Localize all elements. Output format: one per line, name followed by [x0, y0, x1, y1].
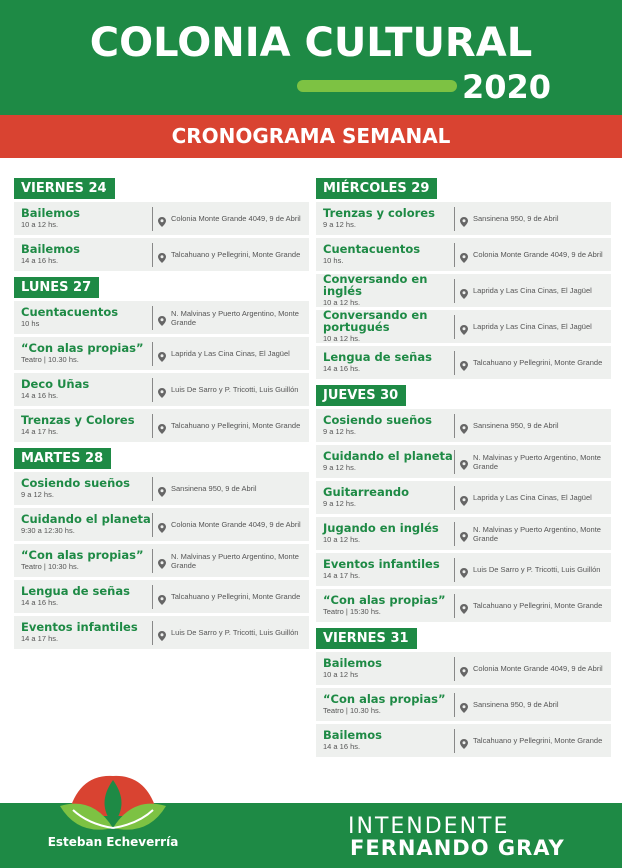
activity-time: Teatro | 10.30 hs.	[323, 706, 381, 715]
activity-location: Luis De Sarro y P. Tricotti, Luis Guillón	[171, 628, 299, 637]
activity-row	[14, 301, 309, 334]
day-label: JUEVES 30	[316, 385, 406, 406]
activity-location: Talcahuano y Pellegrini, Monte Grande	[473, 601, 603, 610]
activity-name: “Con alas propias”	[21, 548, 144, 562]
activity-info	[316, 693, 454, 716]
activity-info	[316, 522, 454, 545]
location-pin-icon	[460, 250, 468, 260]
activity-info	[316, 657, 454, 680]
activity-location: Luis De Sarro y P. Tricotti, Luis Guillón	[473, 565, 601, 574]
activity-location: Colonia Monte Grande 4049, 9 de Abril	[473, 664, 603, 673]
activity-row	[14, 580, 309, 613]
activity-info	[316, 558, 454, 581]
location-pin-icon	[158, 556, 166, 566]
activity-location: N. Malvinas y Puerto Argentino, Monte Grande	[171, 308, 299, 327]
day-section	[316, 628, 611, 757]
activity-info	[14, 414, 152, 437]
day-section	[316, 178, 611, 379]
location-pin-icon	[460, 493, 468, 503]
row-divider	[454, 729, 455, 753]
activity-name: Deco Uñas	[21, 377, 90, 391]
leaf-logo-icon	[38, 766, 188, 838]
row-divider	[152, 477, 153, 501]
activity-row	[316, 553, 611, 586]
activity-info	[316, 594, 454, 617]
location-pin-icon	[460, 322, 468, 332]
activity-location: Colonia Monte Grande 4049, 9 de Abril	[473, 250, 603, 259]
activity-location: Colonia Monte Grande 4049, 9 de Abril	[171, 214, 301, 223]
day-label: LUNES 27	[14, 277, 99, 298]
row-divider	[454, 594, 455, 618]
activity-row	[14, 238, 309, 271]
activity-name: “Con alas propias”	[323, 692, 446, 706]
activity-time: 14 a 16 hs.	[21, 391, 59, 400]
activity-info	[14, 513, 152, 536]
location-pin-icon	[158, 214, 166, 224]
row-divider	[454, 414, 455, 438]
activity-row	[316, 589, 611, 622]
day-label: MIÉRCOLES 29	[316, 178, 437, 199]
activity-location: Luis De Sarro y P. Tricotti, Luis Guillón	[171, 385, 299, 394]
activity-row	[14, 409, 309, 442]
location-pin-icon	[460, 700, 468, 710]
activity-info	[14, 207, 152, 230]
activity-row	[316, 409, 611, 442]
activity-row	[14, 373, 309, 406]
location-pin-icon	[460, 286, 468, 296]
activity-info	[316, 309, 454, 344]
row-divider	[454, 315, 455, 339]
row-divider	[152, 207, 153, 231]
activity-name: Conversando en portugués	[323, 308, 428, 334]
activity-info	[14, 378, 152, 401]
location-pin-icon	[158, 484, 166, 494]
activity-name: Bailemos	[323, 656, 382, 670]
activity-time: 10 hs	[21, 319, 40, 328]
activity-time: 9 a 12 hs.	[323, 499, 356, 508]
row-divider	[454, 486, 455, 510]
activity-time: Teatro | 15:30 hs.	[323, 607, 381, 616]
location-pin-icon	[460, 664, 468, 674]
location-pin-icon	[460, 601, 468, 611]
activity-info	[316, 486, 454, 509]
location-pin-icon	[158, 250, 166, 260]
activity-info	[316, 729, 454, 752]
activity-row	[316, 481, 611, 514]
activity-info	[316, 273, 454, 308]
row-divider	[152, 378, 153, 402]
subtitle-band	[0, 115, 622, 158]
activity-time: Teatro | 10:30 hs.	[21, 562, 79, 571]
activity-location: N. Malvinas y Puerto Argentino, Monte Grande	[473, 524, 601, 543]
row-divider	[454, 657, 455, 681]
day-label: VIERNES 31	[316, 628, 417, 649]
location-pin-icon	[460, 214, 468, 224]
activity-time: 10 a 12 hs.	[323, 535, 361, 544]
location-pin-icon	[460, 421, 468, 431]
activity-time: 10 hs.	[323, 256, 344, 265]
activity-time: 9:30 a 12:30 hs.	[21, 526, 75, 535]
activity-row	[316, 724, 611, 757]
logo-text: Esteban Echeverría	[47, 835, 179, 849]
activity-row	[316, 310, 611, 343]
decorative-bar	[297, 80, 457, 92]
activity-location: Talcahuano y Pellegrini, Monte Grande	[473, 358, 603, 367]
location-pin-icon	[158, 421, 166, 431]
intendente-label: INTENDENTE	[348, 814, 510, 839]
page-title: COLONIA CULTURAL	[89, 20, 533, 66]
row-divider	[454, 522, 455, 546]
activity-row	[316, 238, 611, 271]
activity-row	[14, 472, 309, 505]
activity-name: Cuidando el planeta	[323, 449, 453, 463]
activity-row	[316, 652, 611, 685]
day-label: VIERNES 24	[14, 178, 115, 199]
activity-row	[316, 445, 611, 478]
location-pin-icon	[158, 520, 166, 530]
activity-row	[316, 202, 611, 235]
activity-time: Teatro | 10.30 hs.	[21, 355, 79, 364]
activity-name: Trenzas y Colores	[21, 413, 135, 427]
activity-info	[14, 306, 152, 329]
activity-location: Talcahuano y Pellegrini, Monte Grande	[171, 421, 301, 430]
activity-info	[14, 549, 152, 572]
location-pin-icon	[158, 592, 166, 602]
row-divider	[152, 585, 153, 609]
row-divider	[454, 279, 455, 303]
location-pin-icon	[460, 358, 468, 368]
day-section	[14, 178, 309, 271]
activity-name: Cosiendo sueños	[323, 413, 433, 427]
day-section	[14, 448, 309, 649]
activity-location: Talcahuano y Pellegrini, Monte Grande	[171, 592, 301, 601]
activity-location: Colonia Monte Grande 4049, 9 de Abril	[171, 520, 301, 529]
activity-name: Eventos infantiles	[21, 620, 138, 634]
activity-row	[14, 508, 309, 541]
activity-location: Laprida y Las Cina Cinas, El Jagüel	[171, 349, 290, 358]
activity-info	[316, 414, 454, 437]
activity-name: Eventos infantiles	[323, 557, 440, 571]
activity-info	[14, 477, 152, 500]
location-pin-icon	[460, 565, 468, 575]
day-label: MARTES 28	[14, 448, 111, 469]
activity-location: N. Malvinas y Puerto Argentino, Monte Grande	[473, 452, 601, 471]
activity-location: Sansinena 950, 9 de Abril	[473, 214, 559, 223]
row-divider	[454, 450, 455, 474]
activity-time: 9 a 12 hs.	[21, 490, 54, 499]
row-divider	[152, 243, 153, 267]
left-column	[14, 178, 309, 652]
activity-row	[14, 616, 309, 649]
header	[0, 0, 622, 115]
activity-time: 14 a 16 hs.	[323, 742, 361, 751]
day-section	[316, 385, 611, 622]
activity-info	[14, 621, 152, 644]
activity-location: Sansinena 950, 9 de Abril	[473, 421, 559, 430]
activity-location: Sansinena 950, 9 de Abril	[473, 700, 559, 709]
activity-time: 14 a 16 hs.	[21, 598, 59, 607]
subtitle: CRONOGRAMA SEMANAL	[171, 124, 451, 148]
activity-location: Laprida y Las Cina Cinas, El Jagüel	[473, 322, 592, 331]
activity-time: 14 a 17 hs.	[21, 634, 59, 643]
activity-row	[316, 517, 611, 550]
activity-row	[14, 337, 309, 370]
activity-name: Lengua de señas	[21, 584, 130, 598]
activity-name: Guitarreando	[323, 485, 410, 499]
activity-name: Trenzas y colores	[323, 206, 435, 220]
activity-time: 9 a 12 hs.	[323, 220, 356, 229]
activity-time: 9 a 12 hs.	[323, 463, 356, 472]
activity-row	[316, 688, 611, 721]
municipality-logo	[38, 766, 188, 866]
location-pin-icon	[158, 628, 166, 638]
row-divider	[152, 414, 153, 438]
right-column	[316, 178, 611, 760]
activity-location: Talcahuano y Pellegrini, Monte Grande	[473, 736, 603, 745]
location-pin-icon	[460, 457, 468, 467]
activity-name: Bailemos	[21, 242, 80, 256]
activity-name: Jugando en inglés	[323, 521, 439, 535]
activity-time: 14 a 17 hs.	[21, 427, 59, 436]
row-divider	[152, 621, 153, 645]
activity-time: 14 a 16 hs.	[21, 256, 59, 265]
row-divider	[454, 558, 455, 582]
activity-name: Bailemos	[323, 728, 382, 742]
row-divider	[152, 513, 153, 537]
activity-location: Talcahuano y Pellegrini, Monte Grande	[171, 250, 301, 259]
row-divider	[454, 243, 455, 267]
activity-location: Sansinena 950, 9 de Abril	[171, 484, 257, 493]
activity-info	[14, 342, 152, 365]
location-pin-icon	[158, 313, 166, 323]
location-pin-icon	[158, 385, 166, 395]
activity-name: Lengua de señas	[323, 350, 432, 364]
row-divider	[454, 207, 455, 231]
row-divider	[152, 342, 153, 366]
activity-location: N. Malvinas y Puerto Argentino, Monte Grande	[171, 551, 299, 570]
activity-row	[316, 274, 611, 307]
location-pin-icon	[460, 736, 468, 746]
activity-name: Cuentacuentos	[21, 305, 119, 319]
activity-info	[316, 207, 454, 230]
location-pin-icon	[158, 349, 166, 359]
location-pin-icon	[460, 529, 468, 539]
activity-name: Bailemos	[21, 206, 80, 220]
activity-row	[14, 202, 309, 235]
activity-name: Conversando en inglés	[323, 272, 428, 298]
row-divider	[454, 693, 455, 717]
row-divider	[152, 549, 153, 573]
activity-info	[14, 585, 152, 608]
year: 2020	[462, 68, 552, 106]
activity-name: Cosiendo sueños	[21, 476, 131, 490]
activity-time: 10 a 12 hs.	[323, 298, 361, 307]
activity-name: “Con alas propias”	[323, 593, 446, 607]
activity-info	[316, 450, 454, 473]
day-section	[14, 277, 309, 442]
activity-time: 10 a 12 hs.	[21, 220, 59, 229]
activity-time: 14 a 16 hs.	[323, 364, 361, 373]
activity-name: Cuentacuentos	[323, 242, 421, 256]
row-divider	[152, 306, 153, 330]
activity-time: 10 a 12 hs.	[323, 334, 361, 343]
activity-time: 10 a 12 hs	[323, 670, 359, 679]
activity-name: “Con alas propias”	[21, 341, 144, 355]
activity-time: 9 a 12 hs.	[323, 427, 356, 436]
mayor-name: FERNANDO GRAY	[350, 836, 565, 860]
activity-row	[14, 544, 309, 577]
row-divider	[454, 351, 455, 375]
activity-row	[316, 346, 611, 379]
activity-info	[316, 351, 454, 374]
activity-time: 14 a 17 hs.	[323, 571, 361, 580]
activity-info	[14, 243, 152, 266]
activity-name: Cuidando el planeta	[21, 512, 151, 526]
activity-info	[316, 243, 454, 266]
activity-location: Laprida y Las Cina Cinas, El Jagüel	[473, 493, 592, 502]
activity-location: Laprida y Las Cina Cinas, El Jagüel	[473, 286, 592, 295]
